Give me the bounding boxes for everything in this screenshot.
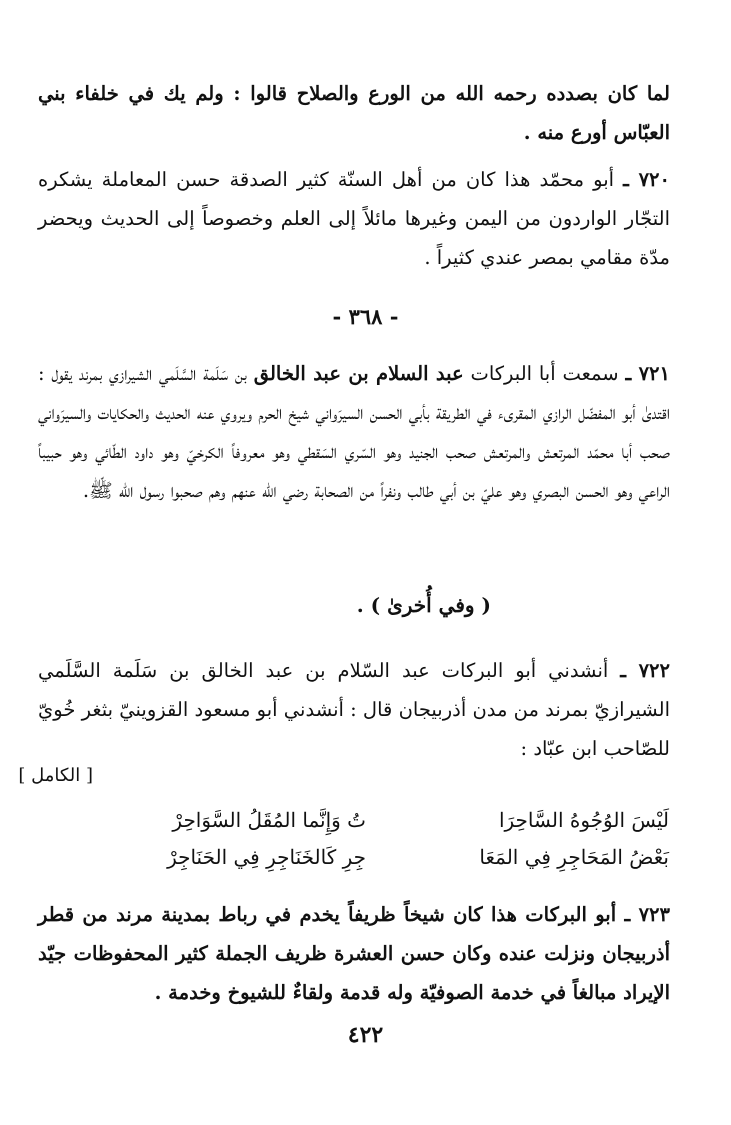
entry-text: أنشدني أبو البركات عبد السّلام بن عبد الخالق بن سَلَمة السَّلَمي الشيرازيّ بمرند من مدن أذربيجان قال : أنشدني أبو مسعود القزوينيّ بثغر خُويّ للصّاحب ابن عبّاد : — [38, 659, 670, 760]
entry-lead: سمعت أبا البركات — [470, 362, 619, 385]
entry-722 — [38, 651, 670, 768]
poem-line-2-second-hemistich: جِرِ كَالخَنَاجِرِ فِي الحَنَاجِرْ — [167, 845, 366, 869]
sub-heading: ( وفي أُخرىٰ ) . — [356, 593, 491, 617]
poem-line-1-second-hemistich: تُ وَإِنَّما المُقَلُ السَّوَاحِرْ — [172, 808, 366, 832]
entry-text: أبو محمّد هذا كان من أهل السنّة كثير الصدقة حسن المعاملة يشكره التجّار الواردون من اليمن وغيرها مائلاً إلى العلم وخصوصاً إلى الحديث ويحضر مدّة مقامي بمصر عندي كثيراً . — [38, 168, 670, 269]
poem-meter-label: [ الكامل ] — [18, 765, 93, 786]
poem-line-1-first-hemistich: لَيْسَ الوُجُوهُ السَّاحِرَا — [498, 808, 669, 832]
top-paragraph — [38, 74, 670, 152]
page-number: ٤٢٢ — [347, 1022, 384, 1048]
entry-723 — [38, 895, 670, 1012]
entry-720 — [38, 160, 670, 277]
top-paragraph-text: لما كان بصدده رحمه الله من الورع والصلاح قالوا : ولم يك في خلفاء بني العبّاس أورع منه . — [38, 82, 670, 144]
poem-line-2-first-hemistich: بَعْضُ المَحَاجِرِ فِي المَعَا — [479, 845, 669, 869]
entry-text: أبو البركات هذا كان شيخاً ظريفاً يخدم في رباط بمدينة مرند من قطر أذربيجان ونزلت عنده وكان حسن العشرة ظريف الجملة كثير المحفوظات جيّد الإيراد مبالغاً في خدمة الصوفيّة وله قدمة ولقاءٌ للشيوخ وخدمة . — [38, 903, 670, 1004]
entry-number: ٧٢١ ـ — [625, 362, 670, 385]
entry-number: ٧٢٣ ـ — [624, 903, 670, 926]
entry-number: ٧٢٢ ـ — [620, 659, 670, 682]
entry-721 — [38, 354, 670, 510]
entry-text: بن سَلَمة السَّلَمي الشيرازي بمرند يقول : اقتدىٰ أبو المفضّل الرازي المقرىء في الطريقة بأبي الحسن السيرَواني شيخ الحرم ويروي عنه الحديث والحكايات والسيرَواني صحب أبا محمّد المرتعش والمرتعش صحب الجنيد وهو السّري السَقطي وهو معروفاً الكرخيّ وهو داود الطّائي وهو حبيباً الراعي وهو الحسن البصري وهو عليّ بن أبي طالب ونفراً من الصحابة رضي الله عنهم وهم صحبوا رسول الله ﷺ. — [38, 362, 670, 502]
entry-name: عبد السلام بن عبد الخالق — [253, 362, 464, 385]
entry-number: ٧٢٠ ـ — [623, 168, 670, 191]
section-heading: - ٣٦٨ - — [332, 304, 399, 329]
